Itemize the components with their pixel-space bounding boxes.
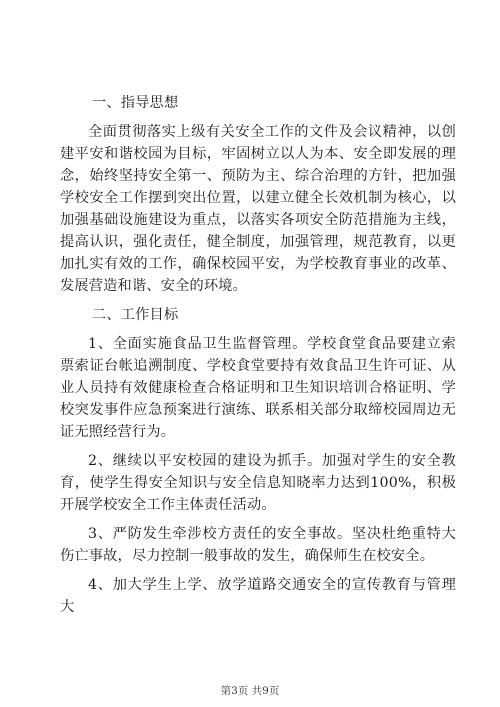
section-heading-work-goals: 二、工作目标 (92, 307, 179, 323)
paragraph-goal-2: 2、继续以平安校园的建设为抓手。加强对学生的安全教育，使学生得安全知识与安全信息知晓率力达到100%，积极开展学校安全工作主体责任活动。 (60, 453, 456, 513)
paragraph-goal-3: 3、严防发生牵涉校方责任的安全事故。坚决杜绝重特大伤亡事故，尽力控制一般事故的发生，确保师生在校安全。 (60, 526, 456, 564)
paragraph-guiding-ideology: 全面贯彻落实上级有关安全工作的文件及会议精神，以创建平安和谐校园为目标，牢固树立以人为本、安全即发展的理念，始终坚持安全第一、预防为主、综合治理的方针，把加强学校安全工作摆到突出位置，以建立健全长效机制为核心，以加强基础设施建设为重点，以落实各项安全防范措施为主线，提高认识，强化责任，健全制度，加强管理，规范教育，以更加扎实有效的工作，确保校园平安，为学校教育事业的改革、发展营造和谐、安全的环境。 (60, 124, 456, 294)
section-heading-guiding-ideology: 一、指导思想 (92, 95, 179, 111)
paragraph-goal-4: 4、加大学生上学、放学道路交通安全的宣传教育与管理大 (60, 577, 456, 615)
page-number-footer: 第3页 共9页 (220, 685, 280, 697)
document-body (60, 92, 456, 625)
paragraph-goal-1: 1、全面实施食品卫生监督管理。学校食堂食品要建立索票索证台帐追溯制度、学校食堂要持有效食品卫生许可证、从业人员持有效健康检查合格证明和卫生知识培训合格证明、学校突发事件应急预案进行演练、联系相关部分取缔校园周边无证无照经营行为。 (60, 336, 456, 440)
